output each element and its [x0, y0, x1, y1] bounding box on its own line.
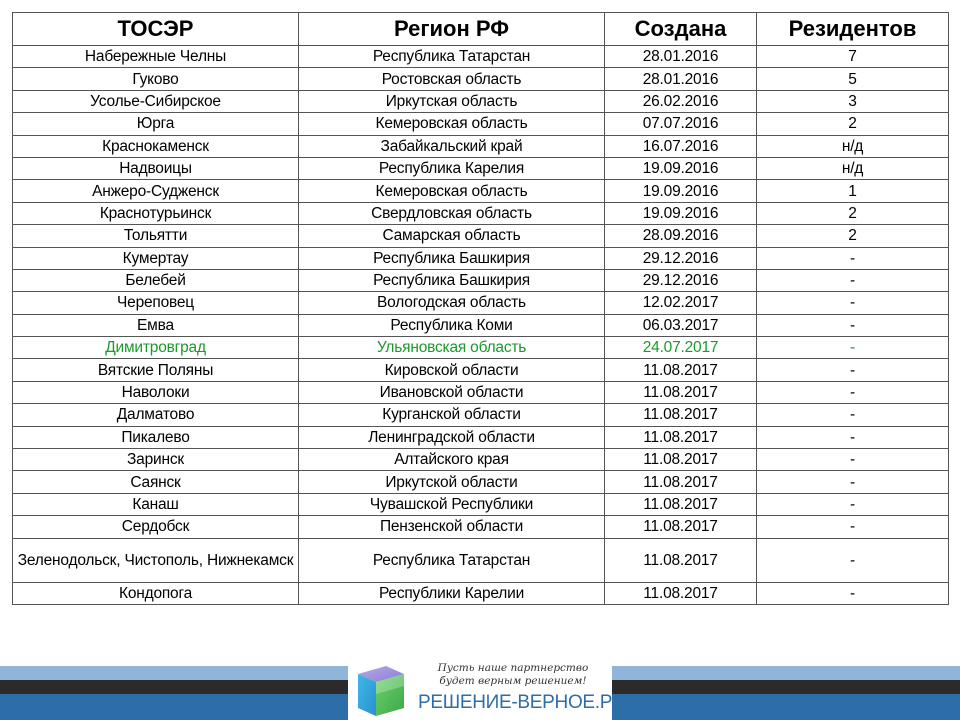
cell-created: 16.07.2016	[605, 135, 757, 157]
cell-tosar: Димитровград	[13, 337, 299, 359]
table-row	[13, 426, 949, 448]
cell-region: Ульяновская область	[299, 337, 605, 359]
cell-created: 11.08.2017	[605, 582, 757, 604]
cell-region: Ивановской области	[299, 381, 605, 403]
cell-created: 12.02.2017	[605, 292, 757, 314]
table-row	[13, 202, 949, 224]
cell-residents: -	[757, 337, 949, 359]
cell-region: Республика Карелия	[299, 157, 605, 179]
cell-residents: -	[757, 404, 949, 426]
table-row	[13, 381, 949, 403]
cell-created: 28.01.2016	[605, 68, 757, 90]
cell-residents: -	[757, 359, 949, 381]
cell-created: 11.08.2017	[605, 516, 757, 538]
table-row	[13, 135, 949, 157]
cell-tosar: Краснокаменск	[13, 135, 299, 157]
cell-tosar: Наволоки	[13, 381, 299, 403]
table-header-row	[13, 13, 949, 46]
table-row	[13, 113, 949, 135]
cube-logo-icon	[352, 664, 408, 718]
tosar-table	[12, 12, 949, 605]
table-row	[13, 538, 949, 582]
cell-created: 11.08.2017	[605, 449, 757, 471]
cell-tosar: Анжеро-Судженск	[13, 180, 299, 202]
cell-residents: -	[757, 449, 949, 471]
cell-residents: 3	[757, 90, 949, 112]
cell-created: 11.08.2017	[605, 404, 757, 426]
tagline-line-1: Пусть наше партнерство	[437, 662, 589, 674]
cell-created: 28.01.2016	[605, 46, 757, 68]
cell-residents: -	[757, 582, 949, 604]
cell-residents: -	[757, 381, 949, 403]
header-created: Создана	[605, 13, 757, 46]
table-row	[13, 157, 949, 179]
header-residents: Резидентов	[757, 13, 949, 46]
footer-tagline	[418, 662, 608, 688]
cell-tosar: Заринск	[13, 449, 299, 471]
table-row	[13, 46, 949, 68]
header-region: Регион РФ	[299, 13, 605, 46]
cell-tosar: Кумертау	[13, 247, 299, 269]
cell-region: Республика Татарстан	[299, 46, 605, 68]
table-row	[13, 516, 949, 538]
cell-tosar: Гуково	[13, 68, 299, 90]
cell-tosar: Тольятти	[13, 225, 299, 247]
cell-region: Республика Башкирия	[299, 247, 605, 269]
cell-created: 29.12.2016	[605, 269, 757, 291]
cell-created: 11.08.2017	[605, 381, 757, 403]
cell-created: 06.03.2017	[605, 314, 757, 336]
cell-residents: -	[757, 493, 949, 515]
table-row	[13, 247, 949, 269]
cell-tosar: Кондопога	[13, 582, 299, 604]
cell-residents: н/д	[757, 157, 949, 179]
table-row	[13, 359, 949, 381]
cell-tosar: Юрга	[13, 113, 299, 135]
table-body	[13, 46, 949, 605]
cell-created: 11.08.2017	[605, 493, 757, 515]
cell-tosar: Далматово	[13, 404, 299, 426]
cell-region: Курганской области	[299, 404, 605, 426]
cell-region: Кировской области	[299, 359, 605, 381]
cell-created: 19.09.2016	[605, 202, 757, 224]
table-row	[13, 269, 949, 291]
cell-tosar: Усолье-Сибирское	[13, 90, 299, 112]
cell-residents: 1	[757, 180, 949, 202]
cell-tosar: Емва	[13, 314, 299, 336]
table-row	[13, 225, 949, 247]
cell-tosar: Сердобск	[13, 516, 299, 538]
cell-tosar: Пикалево	[13, 426, 299, 448]
cell-region: Кемеровская область	[299, 113, 605, 135]
cell-region: Ростовская область	[299, 68, 605, 90]
cell-residents: 7	[757, 46, 949, 68]
cell-residents: -	[757, 292, 949, 314]
cell-created: 29.12.2016	[605, 247, 757, 269]
cell-residents: -	[757, 538, 949, 582]
cell-region: Республики Карелии	[299, 582, 605, 604]
cell-region: Свердловская область	[299, 202, 605, 224]
cell-region: Самарская область	[299, 225, 605, 247]
cell-created: 26.02.2016	[605, 90, 757, 112]
cell-tosar: Набережные Челны	[13, 46, 299, 68]
cell-region: Вологодская область	[299, 292, 605, 314]
cell-created: 19.09.2016	[605, 157, 757, 179]
table-row	[13, 493, 949, 515]
cell-created: 11.08.2017	[605, 426, 757, 448]
table-row	[13, 180, 949, 202]
cell-created: 11.08.2017	[605, 538, 757, 582]
cell-tosar: Вятские Поляны	[13, 359, 299, 381]
cell-tosar: Череповец	[13, 292, 299, 314]
brand-name: РЕШЕНИЕ-ВЕРНОЕ.РФ	[418, 692, 627, 713]
cell-created: 11.08.2017	[605, 471, 757, 493]
cell-region: Республика Коми	[299, 314, 605, 336]
table-row	[13, 337, 949, 359]
cell-tosar: Канаш	[13, 493, 299, 515]
tagline-line-2: будет верным решением!	[439, 675, 587, 687]
table-row	[13, 404, 949, 426]
table-row	[13, 471, 949, 493]
cell-tosar: Краснотурьинск	[13, 202, 299, 224]
cell-region: Иркутская область	[299, 90, 605, 112]
cell-region: Республика Татарстан	[299, 538, 605, 582]
table-row	[13, 292, 949, 314]
cell-residents: -	[757, 247, 949, 269]
cell-region: Пензенской области	[299, 516, 605, 538]
cell-residents: 5	[757, 68, 949, 90]
cell-created: 28.09.2016	[605, 225, 757, 247]
table-row	[13, 314, 949, 336]
table-row	[13, 90, 949, 112]
table-row	[13, 449, 949, 471]
cell-residents: -	[757, 269, 949, 291]
header-tosar: ТОСЭР	[13, 13, 299, 46]
cell-created: 19.09.2016	[605, 180, 757, 202]
cell-created: 24.07.2017	[605, 337, 757, 359]
table-row	[13, 582, 949, 604]
cell-tosar: Надвоицы	[13, 157, 299, 179]
cell-residents: -	[757, 516, 949, 538]
cell-created: 07.07.2016	[605, 113, 757, 135]
cell-region: Кемеровская область	[299, 180, 605, 202]
cell-residents: -	[757, 314, 949, 336]
cell-region: Иркутской области	[299, 471, 605, 493]
cell-created: 11.08.2017	[605, 359, 757, 381]
cell-tosar: Саянск	[13, 471, 299, 493]
cell-region: Республика Башкирия	[299, 269, 605, 291]
cell-region: Чувашской Республики	[299, 493, 605, 515]
cell-region: Алтайского края	[299, 449, 605, 471]
cell-residents: н/д	[757, 135, 949, 157]
cell-region: Забайкальский край	[299, 135, 605, 157]
cell-region: Ленинградской области	[299, 426, 605, 448]
cell-residents: 2	[757, 113, 949, 135]
cell-residents: 2	[757, 225, 949, 247]
table-row	[13, 68, 949, 90]
cell-tosar: Зеленодольск, Чистополь, Нижнекамск	[13, 538, 299, 582]
cell-residents: 2	[757, 202, 949, 224]
cell-residents: -	[757, 471, 949, 493]
cell-tosar: Белебей	[13, 269, 299, 291]
cell-residents: -	[757, 426, 949, 448]
